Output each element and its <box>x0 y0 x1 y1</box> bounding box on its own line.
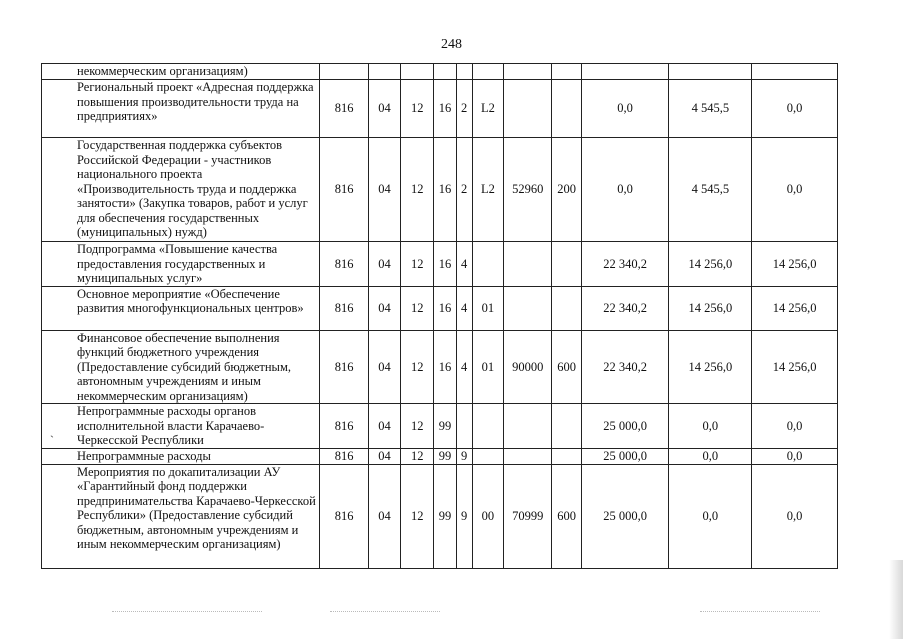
amount-year-2: 0,0 <box>669 404 752 449</box>
event-code <box>472 448 503 464</box>
direction-code <box>504 64 552 80</box>
subprogram-code: 9 <box>456 464 472 568</box>
subsection-code: 12 <box>401 286 434 330</box>
table-row <box>42 404 838 449</box>
program-code <box>434 64 456 80</box>
expense-type-code: 600 <box>552 330 581 404</box>
row-label: Мероприятия по докапитализации АУ «Гарантийный фонд поддержки предпринимательства Карачаево-Черкесской Республики» (Предоставление субсидий бюджетным, автономным учреждениям и иным некоммерческим организациям) <box>42 464 320 568</box>
amount-year-1: 0,0 <box>581 80 669 138</box>
amount-year-3 <box>752 64 838 80</box>
subprogram-code <box>456 64 472 80</box>
row-label: Непрограммные расходы органов исполнительной власти Карачаево-Черкесской Республики <box>42 404 320 449</box>
budget-code <box>320 64 368 80</box>
budget-code: 816 <box>320 80 368 138</box>
direction-code <box>504 404 552 449</box>
budget-code: 816 <box>320 404 368 449</box>
subprogram-code: 2 <box>456 138 472 242</box>
amount-year-3: 14 256,0 <box>752 330 838 404</box>
event-code: 01 <box>472 330 503 404</box>
amount-year-3: 0,0 <box>752 464 838 568</box>
amount-year-1: 25 000,0 <box>581 464 669 568</box>
subsection-code: 12 <box>401 80 434 138</box>
footer-rule-left <box>112 611 262 612</box>
table-row <box>42 448 838 464</box>
direction-code: 90000 <box>504 330 552 404</box>
row-label: Подпрограмма «Повышение качества предоставления государственных и муниципальных услуг» <box>42 242 320 287</box>
direction-code: 70999 <box>504 464 552 568</box>
event-code <box>472 404 503 449</box>
amount-year-3: 14 256,0 <box>752 286 838 330</box>
event-code: L2 <box>472 80 503 138</box>
amount-year-1: 25 000,0 <box>581 404 669 449</box>
budget-code: 816 <box>320 464 368 568</box>
amount-year-1: 22 340,2 <box>581 286 669 330</box>
direction-code <box>504 242 552 287</box>
expense-type-code <box>552 448 581 464</box>
program-code: 99 <box>434 404 456 449</box>
section-code: 04 <box>368 242 400 287</box>
budget-code: 816 <box>320 286 368 330</box>
amount-year-1: 22 340,2 <box>581 330 669 404</box>
amount-year-1 <box>581 64 669 80</box>
program-code: 16 <box>434 330 456 404</box>
budget-code: 816 <box>320 330 368 404</box>
subsection-code <box>401 64 434 80</box>
subsection-code: 12 <box>401 464 434 568</box>
direction-code <box>504 80 552 138</box>
footer-rule-middle <box>330 611 440 612</box>
table-row <box>42 330 838 404</box>
section-code: 04 <box>368 464 400 568</box>
expense-type-code: 600 <box>552 464 581 568</box>
amount-year-2: 0,0 <box>669 448 752 464</box>
budget-code: 816 <box>320 242 368 287</box>
row-label: Региональный проект «Адресная поддержка повышения производительности труда на предприятиях» <box>42 80 320 138</box>
amount-year-3: 0,0 <box>752 80 838 138</box>
expense-type-code: 200 <box>552 138 581 242</box>
table-row <box>42 80 838 138</box>
event-code <box>472 64 503 80</box>
expense-type-code <box>552 286 581 330</box>
program-code: 16 <box>434 242 456 287</box>
section-code: 04 <box>368 80 400 138</box>
amount-year-3: 14 256,0 <box>752 242 838 287</box>
budget-code: 816 <box>320 138 368 242</box>
section-code: 04 <box>368 404 400 449</box>
amount-year-2: 4 545,5 <box>669 138 752 242</box>
direction-code: 52960 <box>504 138 552 242</box>
amount-year-3: 0,0 <box>752 448 838 464</box>
direction-code <box>504 286 552 330</box>
table-row <box>42 464 838 568</box>
amount-year-2: 0,0 <box>669 464 752 568</box>
amount-year-1: 22 340,2 <box>581 242 669 287</box>
table-row <box>42 64 838 80</box>
event-code: 01 <box>472 286 503 330</box>
amount-year-2: 14 256,0 <box>669 330 752 404</box>
table-row <box>42 138 838 242</box>
subprogram-code <box>456 404 472 449</box>
section-code <box>368 64 400 80</box>
amount-year-2 <box>669 64 752 80</box>
page-number: 248 <box>441 37 462 52</box>
amount-year-1: 25 000,0 <box>581 448 669 464</box>
section-code: 04 <box>368 330 400 404</box>
subprogram-code: 4 <box>456 286 472 330</box>
expense-type-code <box>552 80 581 138</box>
section-code: 04 <box>368 448 400 464</box>
expense-type-code <box>552 242 581 287</box>
expense-type-code <box>552 404 581 449</box>
scan-edge-shadow <box>889 560 903 639</box>
subsection-code: 12 <box>401 448 434 464</box>
event-code <box>472 242 503 287</box>
table-row <box>42 286 838 330</box>
row-label: Финансовое обеспечение выполнения функций бюджетного учреждения (Предоставление субсидий бюджетным, автономным учреждениям и иным некоммерческим организациям) <box>42 330 320 404</box>
amount-year-3: 0,0 <box>752 404 838 449</box>
table-row <box>42 242 838 287</box>
event-code: L2 <box>472 138 503 242</box>
amount-year-2: 14 256,0 <box>669 242 752 287</box>
subprogram-code: 4 <box>456 242 472 287</box>
subsection-code: 12 <box>401 330 434 404</box>
amount-year-2: 14 256,0 <box>669 286 752 330</box>
row-label: некоммерческим организациям) <box>42 64 320 80</box>
program-code: 99 <box>434 448 456 464</box>
footer-rule-right <box>700 611 820 612</box>
row-label: Основное мероприятие «Обеспечение развития многофункциональных центров» <box>42 286 320 330</box>
amount-year-3: 0,0 <box>752 138 838 242</box>
direction-code <box>504 448 552 464</box>
budget-table <box>41 63 838 569</box>
subprogram-code: 4 <box>456 330 472 404</box>
section-code: 04 <box>368 138 400 242</box>
amount-year-2: 4 545,5 <box>669 80 752 138</box>
margin-mark: ˏ <box>50 424 54 438</box>
subsection-code: 12 <box>401 138 434 242</box>
expense-type-code <box>552 64 581 80</box>
program-code: 16 <box>434 286 456 330</box>
amount-year-1: 0,0 <box>581 138 669 242</box>
subsection-code: 12 <box>401 242 434 287</box>
program-code: 16 <box>434 80 456 138</box>
program-code: 16 <box>434 138 456 242</box>
program-code: 99 <box>434 464 456 568</box>
subsection-code: 12 <box>401 404 434 449</box>
subprogram-code: 2 <box>456 80 472 138</box>
row-label: Непрограммные расходы <box>42 448 320 464</box>
row-label: Государственная поддержка субъектов Российской Федерации - участников национального проекта «Производительность труда и поддержка занятости» (Закупка товаров, работ и услуг для обеспечения государственных (муниципальных) нужд) <box>42 138 320 242</box>
event-code: 00 <box>472 464 503 568</box>
section-code: 04 <box>368 286 400 330</box>
budget-code: 816 <box>320 448 368 464</box>
subprogram-code: 9 <box>456 448 472 464</box>
